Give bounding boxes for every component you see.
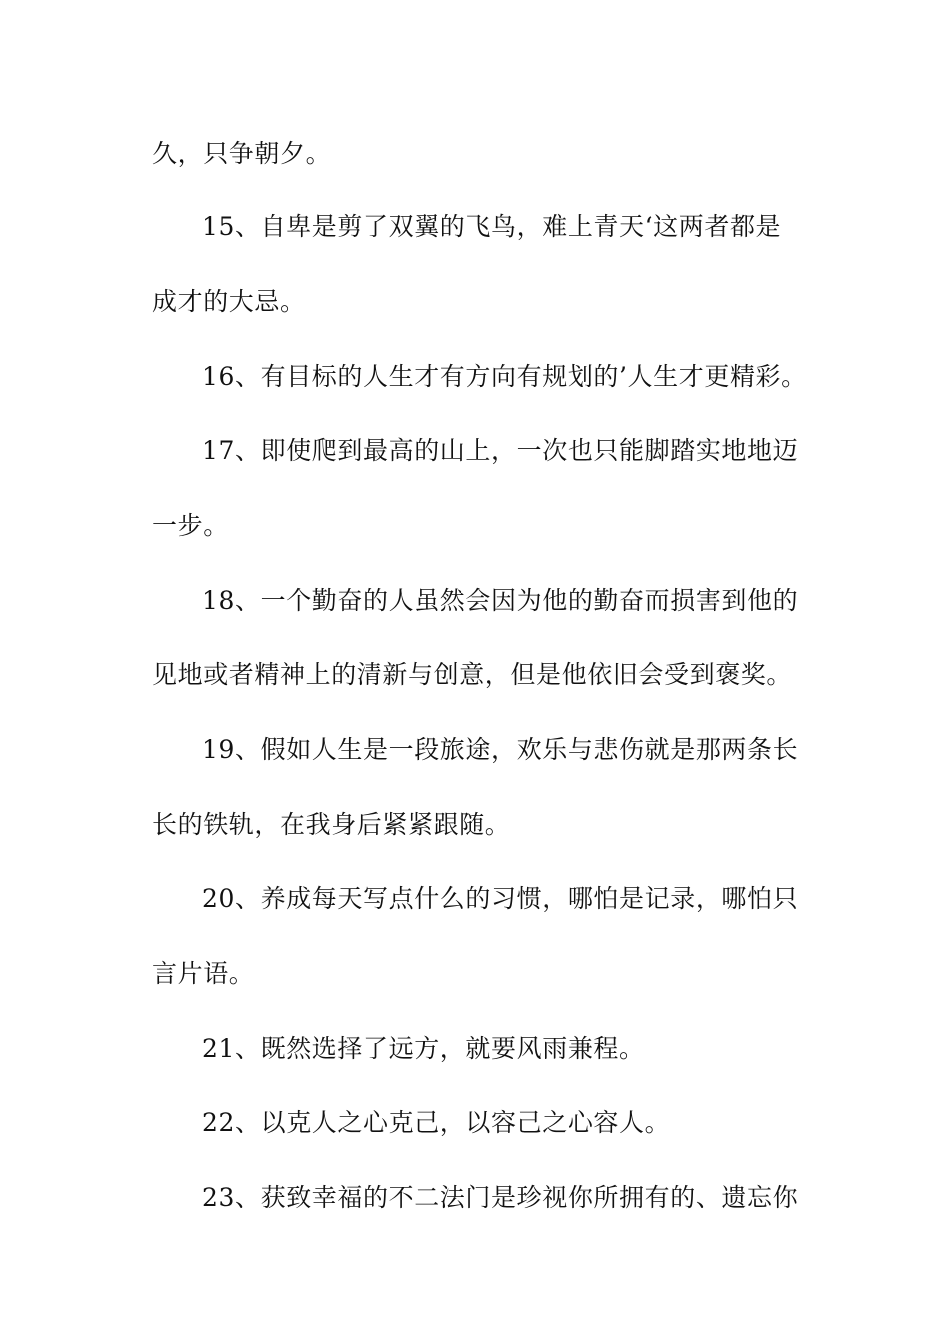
text-line: 20、养成每天写点什么的习惯，哪怕是记录，哪怕只 bbox=[202, 884, 799, 913]
text-line: 17、即使爬到最高的山上，一次也只能脚踏实地地迈 bbox=[202, 436, 799, 465]
text-line: 22、以克人之心克己，以容己之心容人。 bbox=[202, 1108, 671, 1137]
text-line: 成才的大忌。 bbox=[152, 287, 306, 316]
text-line: 言片语。 bbox=[152, 959, 255, 988]
text-line: 16、有目标的人生才有方向有规划的’人生才更精彩。 bbox=[202, 362, 807, 391]
text-line: 15、自卑是剪了双翼的飞鸟，难上青天‘这两者都是 bbox=[202, 212, 782, 241]
text-line: 19、假如人生是一段旅途，欢乐与悲伤就是那两条长 bbox=[202, 735, 799, 764]
text-line: 18、一个勤奋的人虽然会因为他的勤奋而损害到他的 bbox=[202, 586, 799, 615]
text-line: 23、获致幸福的不二法门是珍视你所拥有的、遗忘你 bbox=[202, 1183, 799, 1212]
text-line: 21、既然选择了远方，就要风雨兼程。 bbox=[202, 1034, 645, 1063]
text-line: 一步。 bbox=[152, 511, 229, 540]
text-line: 见地或者精神上的清新与创意，但是他依旧会受到褒奖。 bbox=[152, 660, 793, 689]
text-line: 长的铁轨，在我身后紧紧跟随。 bbox=[152, 810, 511, 839]
text-line: 久，只争朝夕。 bbox=[152, 139, 332, 168]
